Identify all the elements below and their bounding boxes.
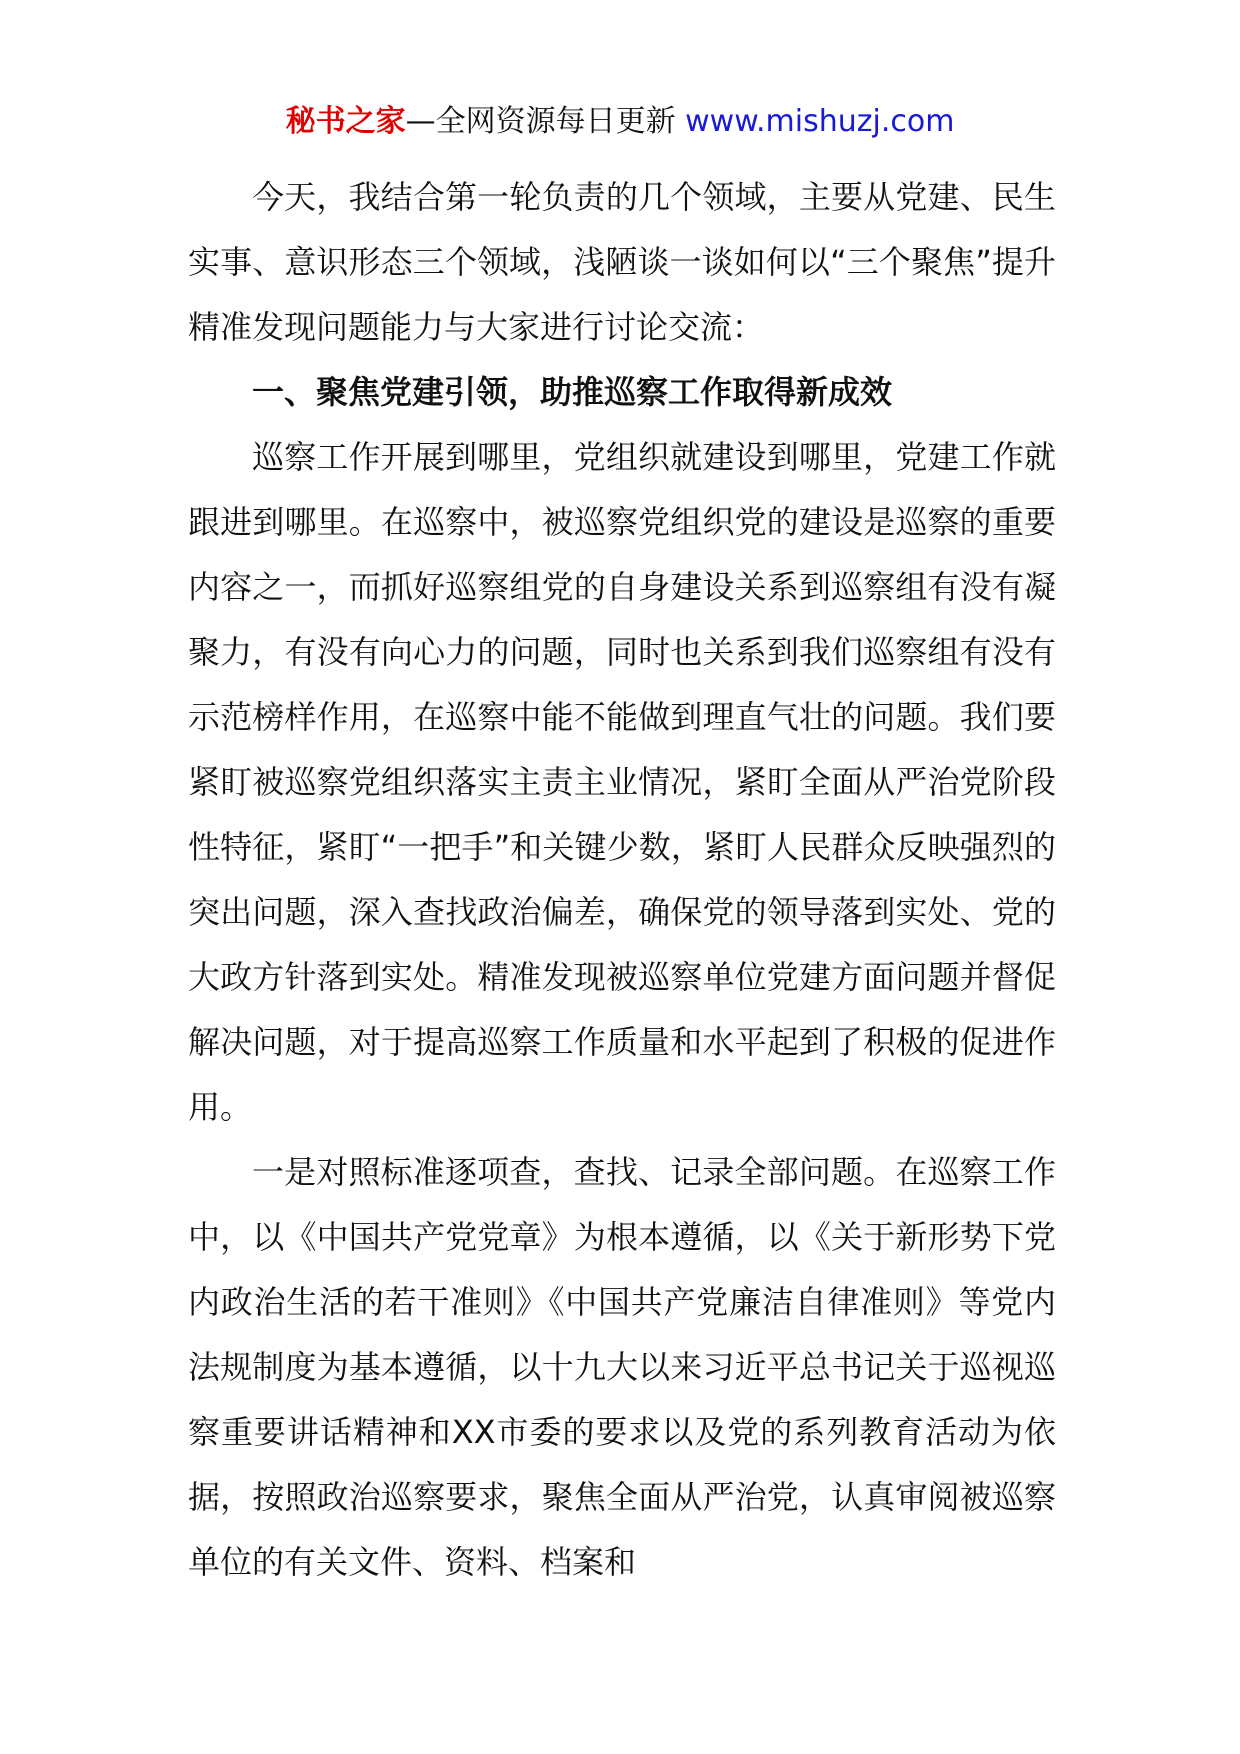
- header-tagline: —全网资源每日更新: [405, 104, 686, 139]
- section-heading: 一、聚焦党建引领，助推巡察工作取得新成效: [252, 373, 893, 411]
- brand-name: 秘书之家: [285, 104, 406, 139]
- body-paragraph: 一是对照标准逐项查，查找、记录全部问题。在巡察工作中，以《中国共产党党章》为根本遵循，以《关于新形势下党内政治生活的若干准则》《中国共产党廉洁自律准则》等党内法规制度为基本遵循，以十九大以来习近平总书记关于巡视巡察重要讲话精神和XX市委的要求以及党的系列教育活动为依据，按照政治巡察要求，聚焦全面从严治党，认真审阅被巡察单位的有关文件、资料、档案和: [188, 1153, 1056, 1581]
- body-paragraph: 巡察工作开展到哪里，党组织就建设到哪里，党建工作就跟进到哪里。在巡察中，被巡察党组织党的建设是巡察的重要内容之一，而抓好巡察组党的自身建设关系到巡察组有没有凝聚力，有没有向心力的问题，同时也关系到我们巡察组有没有示范榜样作用，在巡察中能不能做到理直气壮的问题。我们要紧盯被巡察党组织落实主责主业情况，紧盯全面从严治党阶段性特征，紧盯“一把手”和关键少数，紧盯人民群众反映强烈的突出问题，深入查找政治偏差，确保党的领导落到实处、党的大政方针落到实处。精准发现被巡察单位党建方面问题并督促解决问题，对于提高巡察工作质量和水平起到了积极的促进作用。: [188, 438, 1056, 1126]
- intro-paragraph: 今天，我结合第一轮负责的几个领域，主要从党建、民生实事、意识形态三个领域，浅陋谈一谈如何以“三个聚焦”提升精准发现问题能力与大家进行讨论交流：: [188, 178, 1056, 346]
- document-body: [188, 165, 1056, 1595]
- website-link[interactable]: www.mishuzj.com: [685, 104, 955, 139]
- page-header: [0, 102, 1240, 142]
